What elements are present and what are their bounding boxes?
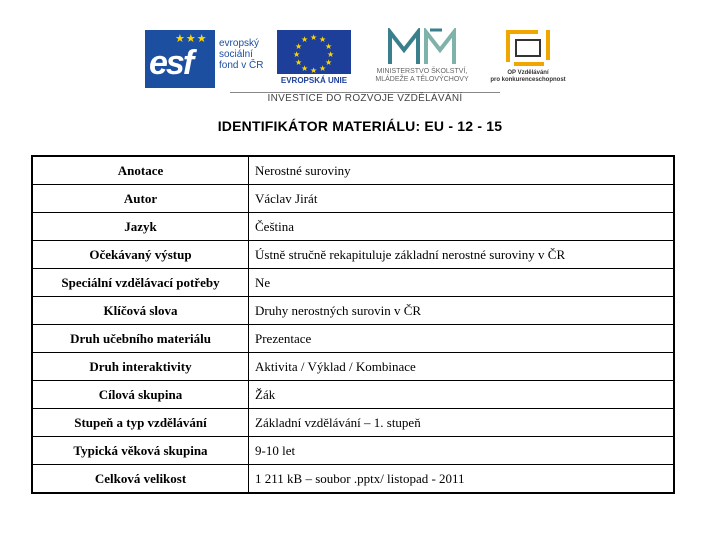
row-value: 1 211 kB – soubor .pptx/ listopad - 2011 <box>249 465 675 494</box>
table-row <box>32 325 674 353</box>
op-logo-text <box>486 70 570 84</box>
table-row <box>32 269 674 297</box>
row-label: Jazyk <box>32 213 249 241</box>
op-logo-mark-icon <box>486 28 570 70</box>
page-title: IDENTIFIKÁTOR MATERIÁLU: EU - 12 - 15 <box>217 118 503 134</box>
table-row <box>32 437 674 465</box>
esf-text-line1: evropský <box>219 38 260 49</box>
row-label: Cílová skupina <box>32 381 249 409</box>
esf-text-line3: fond v ČR <box>219 60 264 71</box>
esf-text-line2: sociální <box>219 49 253 60</box>
row-value: Druhy nerostných surovin v ČR <box>249 297 675 325</box>
esf-logo-letters: esf <box>149 44 193 82</box>
metadata-table <box>31 155 675 494</box>
op-text-line2: pro konkurenceschopnost <box>490 77 566 83</box>
logo-strip <box>0 0 720 110</box>
row-value: Čeština <box>249 213 675 241</box>
table-row <box>32 353 674 381</box>
row-label: Druh učebního materiálu <box>32 325 249 353</box>
table-row <box>32 465 674 494</box>
row-label: Anotace <box>32 156 249 185</box>
tagline: INVESTICE DO ROZVOJE VZDĚLÁVÁNÍ <box>267 93 463 104</box>
op-logo <box>486 28 570 92</box>
table-row <box>32 381 674 409</box>
msmt-text-line1: MINISTERSTVO ŠKOLSTVÍ, <box>376 68 468 75</box>
row-value: Aktivita / Výklad / Kombinace <box>249 353 675 381</box>
row-value: Václav Jirát <box>249 185 675 213</box>
row-label: Stupeň a typ vzdělávání <box>32 409 249 437</box>
msmt-logo-mark-icon <box>360 28 484 68</box>
eu-logo-caption: EVROPSKÁ UNIE <box>280 76 348 85</box>
row-value: Nerostné suroviny <box>249 156 675 185</box>
row-value: Prezentace <box>249 325 675 353</box>
row-label: Speciální vzdělávací potřeby <box>32 269 249 297</box>
msmt-text-line2: MLÁDEŽE A TĚLOVÝCHOVY <box>375 76 469 83</box>
row-value: Ústně stručně rekapituluje základní nerostné suroviny v ČR <box>249 241 675 269</box>
esf-logo <box>145 30 269 88</box>
msmt-logo <box>360 28 484 92</box>
row-label: Druh interaktivity <box>32 353 249 381</box>
table-row <box>32 241 674 269</box>
table-row <box>32 213 674 241</box>
msmt-logo-text <box>360 68 484 84</box>
row-label: Celková velikost <box>32 465 249 494</box>
table-row <box>32 297 674 325</box>
eu-flag-icon: ★ ★ ★ ★ ★ ★ ★ ★ ★ ★ ★ ★ <box>277 30 351 74</box>
row-value: Ne <box>249 269 675 297</box>
esf-logo-text <box>219 38 263 71</box>
table-row <box>32 185 674 213</box>
op-text-line1: OP Vzdělávání <box>507 70 549 76</box>
row-value: Základní vzdělávání – 1. stupeň <box>249 409 675 437</box>
row-value: 9-10 let <box>249 437 675 465</box>
row-label: Typická věková skupina <box>32 437 249 465</box>
table-row <box>32 156 674 185</box>
eu-logo <box>277 30 351 88</box>
row-label: Očekávaný výstup <box>32 241 249 269</box>
row-label: Klíčová slova <box>32 297 249 325</box>
row-value: Žák <box>249 381 675 409</box>
metadata-table-body <box>32 156 674 493</box>
table-row <box>32 409 674 437</box>
esf-stars-icon: ★★★ <box>175 33 208 45</box>
row-label: Autor <box>32 185 249 213</box>
